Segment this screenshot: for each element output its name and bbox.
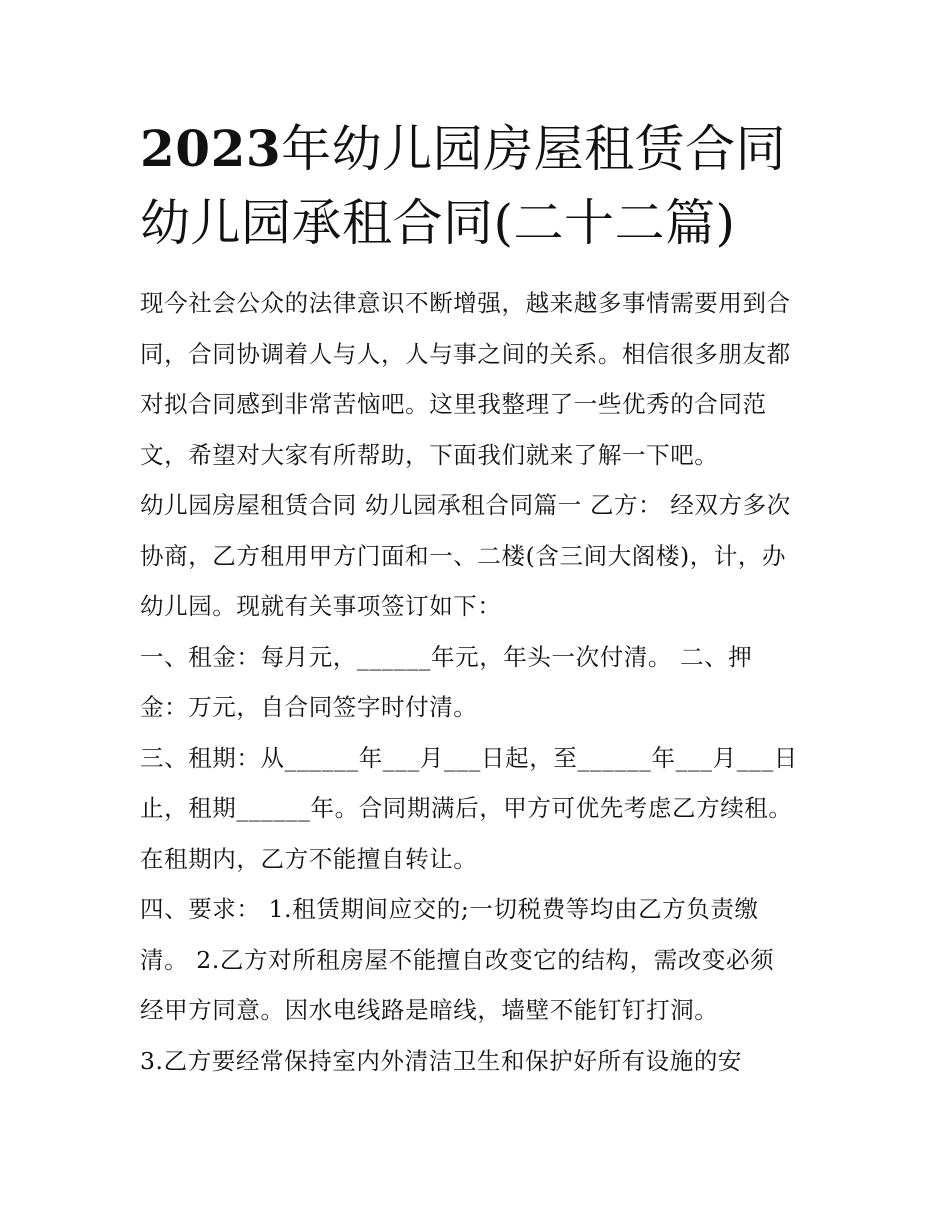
paragraph-rent bbox=[140, 632, 820, 733]
title-line-1-text: 年幼儿园房屋租赁合同 bbox=[281, 120, 787, 178]
paragraph-requirements bbox=[140, 884, 820, 1036]
text-line: 三、租期：从______年___月___日起，至______年___月___日 bbox=[140, 743, 798, 772]
text-line: 四、要求： 1.租赁期间应交的;一切税费等均由乙方负责缴 bbox=[140, 895, 759, 923]
paragraph-contract-heading bbox=[140, 480, 820, 632]
document-title bbox=[140, 112, 840, 260]
text-line: 经甲方同意。因水电线路是暗线，墙壁不能钉钉打洞。 bbox=[140, 996, 719, 1024]
document-body bbox=[140, 278, 820, 1086]
text-line: 金：万元，自合同签字时付清。 bbox=[140, 693, 478, 721]
text-line: 止，租期______年。合同期满后，甲方可优先考虑乙方续租。 bbox=[140, 794, 793, 822]
text-line: 3.乙方要经常保持室内外清洁卫生和保护好所有设施的安 bbox=[140, 1046, 743, 1075]
text-line: 在租期内，乙方不能擅自转让。 bbox=[140, 844, 478, 873]
text-line: 对拟合同感到非常苦恼吧。这里我整理了一些优秀的合同范 bbox=[140, 390, 767, 418]
paragraph-requirement-3 bbox=[140, 1036, 820, 1087]
title-year: 2023 bbox=[140, 119, 282, 178]
title-line-1 bbox=[140, 112, 840, 186]
text-line: 幼儿园房屋租赁合同 幼儿园承租合同篇一 乙方： 经双方多次 bbox=[140, 491, 791, 519]
text-line: 协商，乙方租用甲方门面和一、二楼(含三间大阁楼)，计，办 bbox=[140, 541, 787, 570]
text-line: 一、租金：每月元，______年元，年头一次付清。 二、押 bbox=[140, 642, 753, 671]
title-line-2: 幼儿园承租合同(二十二篇) bbox=[140, 194, 736, 252]
text-line: 同，合同协调着人与人，人与事之间的关系。相信很多朋友都 bbox=[140, 339, 791, 368]
text-line: 幼儿园。现就有关事项签订如下： bbox=[140, 592, 502, 620]
paragraph-term bbox=[140, 733, 820, 885]
text-line: 清。 2.乙方对所租房屋不能擅自改变它的结构，需改变必须 bbox=[140, 945, 775, 974]
text-line: 文，希望对大家有所帮助，下面我们就来了解一下吧。 bbox=[140, 440, 719, 469]
text-line: 现今社会公众的法律意识不断增强，越来越多事情需要用到合 bbox=[140, 289, 791, 317]
paragraph-intro bbox=[140, 278, 820, 480]
